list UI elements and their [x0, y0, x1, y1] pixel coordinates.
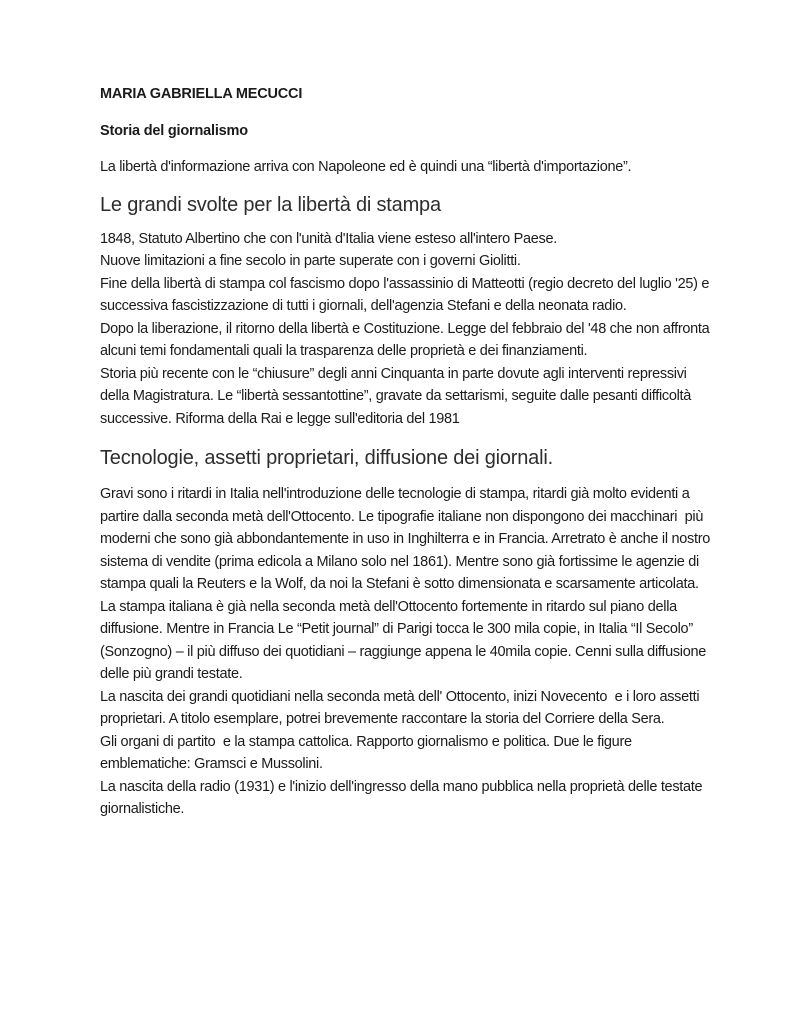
paragraph: Fine della libertà di stampa col fascismo dopo l'assassinio di Matteotti (regio decreto del luglio '25) e successiva fascistizzazione di tutti i giornali, dell'agenzia Stefani e della neonata radio.: [100, 275, 713, 314]
paragraph: 1848, Statuto Albertino che con l'unità d'Italia viene esteso all'intero Paese.: [100, 230, 557, 247]
section-body-le-grandi-svolte: [100, 228, 719, 431]
paragraph: Dopo la liberazione, il ritorno della libertà e Costituzione. Legge del febbraio del '48 che non affronta alcuni temi fondamentali quali la trasparenza delle proprietà e dei finanziamenti.: [100, 320, 714, 359]
paragraph: La stampa italiana è già nella seconda metà dell'Ottocento fortemente in ritardo sul piano della diffusione. Mentre in Francia Le “Petit journal” di Parigi tocca le 300 mila copie, in Italia “Il Secolo” (Sonzogno) – il più diffuso dei quotidiani – raggiunge appena le 40mila copie. Cenni sulla diffusione delle più grandi testate.: [100, 598, 710, 682]
author-line: MARIA GABRIELLA MECUCCI: [100, 86, 303, 102]
paragraph: Storia più recente con le “chiusure” degli anni Cinquanta in parte dovute agli interventi repressivi della Magistratura. Le “libertà sessantottine”, gravate da settarismi, seguite dalle pesanti difficoltà successive. Riforma della Rai e legge sull'editoria del 1981: [100, 365, 695, 427]
document-title: Storia del giornalismo: [100, 123, 248, 139]
section-heading-le-grandi-svolte: Le grandi svolte per la libertà di stampa: [100, 193, 441, 216]
paragraph: Gli organi di partito e la stampa cattolica. Rapporto giornalismo e politica. Due le figure emblematiche: Gramsci e Mussolini.: [100, 733, 636, 772]
section-heading-tecnologie: Tecnologie, assetti proprietari, diffusione dei giornali.: [100, 447, 553, 469]
paragraph: Nuove limitazioni a fine secolo in parte superate con i governi Giolitti.: [100, 253, 521, 269]
paragraph: Gravi sono i ritardi in Italia nell'introduzione delle tecnologie di stampa, ritardi già molto evidenti a partire dalla seconda metà dell'Ottocento. Le tipografie italiane non dispongono dei macchinari più moderni che sono già abbondantemente in uso in Inghilterra e in Francia. Arretrato è anche il nostro sistema di vendite (prima edicola a Milano solo nel 1861). Mentre sono già fortissime le agenzie di stampa quali la Reuters e la Wolf, da noi la Stefani è sotto dimensionata e scarsamente articolata.: [100, 486, 714, 592]
paragraph: La nascita dei grandi quotidiani nella seconda metà dell' Ottocento, inizi Novecento e i loro assetti proprietari. A titolo esemplare, potrei brevemente raccontare la storia del Corriere della Sera.: [100, 688, 704, 727]
paragraph: La nascita della radio (1931) e l'inizio dell'ingresso della mano pubblica nella proprietà delle testate giornalistiche.: [100, 778, 706, 817]
intro-paragraph: La libertà d'informazione arriva con Napoleone ed è quindi una “libertà d'importazione”.: [100, 159, 632, 175]
section-body-tecnologie: [100, 483, 719, 821]
